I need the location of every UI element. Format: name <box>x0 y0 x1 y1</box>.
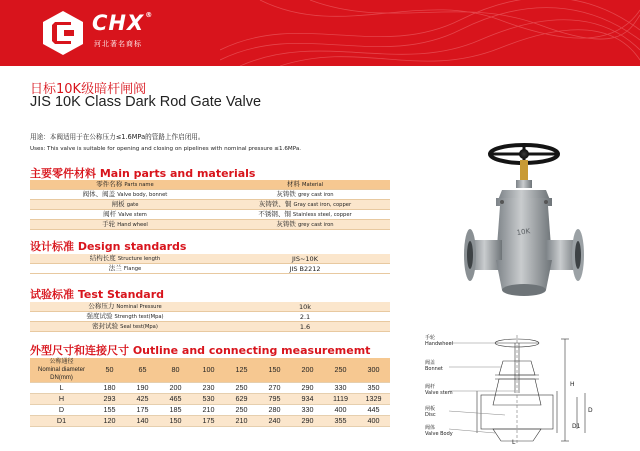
table-row: 强度试验 Strength test(Mpa) 2.1 <box>30 312 390 322</box>
drawing-label-handwheel: 手轮 Handwheel <box>425 335 453 347</box>
usage-english: Uses: This valve is suitable for opening and closing on pipelines with nominal pressure ≤1.6MPa. <box>30 146 302 152</box>
test-table <box>30 302 390 332</box>
usage-chinese: 用途：本阀适用于在公称压力≤1.6MPa的管路上作启闭用。 <box>30 133 205 141</box>
table-row: L 180 190 200 230 250 270 290 330 350 <box>30 383 390 394</box>
test-title: 试验标准 Test Standard <box>30 288 164 301</box>
table-row: 零件名称 Parts name 材料 Material <box>30 180 390 190</box>
dimensions-title: 外型尺寸和连接尺寸 Outline and connecting measurememt <box>30 344 371 357</box>
table-row: 阀杆 Valve stem 不锈钢、铜 Stainless steel, copper <box>30 210 390 220</box>
design-table <box>30 254 390 274</box>
drawing-dim-d1: D1 <box>572 423 581 430</box>
chx-logo-icon <box>40 10 86 56</box>
materials-title: 主要零件材料 Main parts and materials <box>30 167 256 180</box>
table-row: 法兰 Flange JIS B2212 <box>30 264 390 274</box>
header-banner <box>0 0 640 66</box>
drawing-label-bonnet: 阀盖 Bonnet <box>425 360 443 372</box>
title-english: JIS 10K Class Dark Rod Gate Valve <box>30 94 262 110</box>
dimensions-table <box>30 358 390 427</box>
drawing-dim-h: H <box>570 381 575 388</box>
title-chinese: 日标10K级暗杆闸阀 <box>30 82 147 97</box>
table-row: 闸板 gate 灰铸铁、铜 Gray cast iron, copper <box>30 200 390 210</box>
svg-text:10K: 10K <box>516 227 531 237</box>
gate-valve-photo <box>462 140 586 300</box>
materials-table <box>30 180 390 230</box>
table-row: D 155 175 185 210 250 280 330 400 445 <box>30 405 390 416</box>
drawing-label-valve-stem: 阀杆 Valve stem <box>425 384 453 396</box>
table-row: 结构长度 Structure length JIS~10K <box>30 254 390 264</box>
design-title: 设计标准 Design standards <box>30 240 187 253</box>
table-row: 公称压力 Nominal Pressure 10k <box>30 302 390 312</box>
drawing-label-disc: 闸板 Disc <box>425 406 436 418</box>
banner-wave-pattern <box>220 0 640 66</box>
drawing-dim-l: L <box>512 439 516 446</box>
table-row: 手轮 Hand wheel 灰铸铁 grey cast iron <box>30 220 390 230</box>
drawing-dim-d: D <box>588 407 593 414</box>
brand-name: CHX® <box>92 11 154 35</box>
table-row: 密封试验 Seal test(Mpa) 1.6 <box>30 322 390 332</box>
table-row: H 293 425 465 530 629 795 934 1119 1329 <box>30 394 390 405</box>
table-header-row: 公称通径 Nominal diameter DN(mm) 50 65 80 100 125 150 200 250 300 <box>30 358 390 383</box>
brand-subtitle: 河北著名商标 <box>94 40 142 48</box>
table-row: D1 120 140 150 175 210 240 290 355 400 <box>30 416 390 427</box>
drawing-label-valve-body: 阀体 Valve Body <box>425 425 453 437</box>
table-row: 阀体、阀盖 Valve body, bonnet 灰铸铁 grey cast iron <box>30 190 390 200</box>
